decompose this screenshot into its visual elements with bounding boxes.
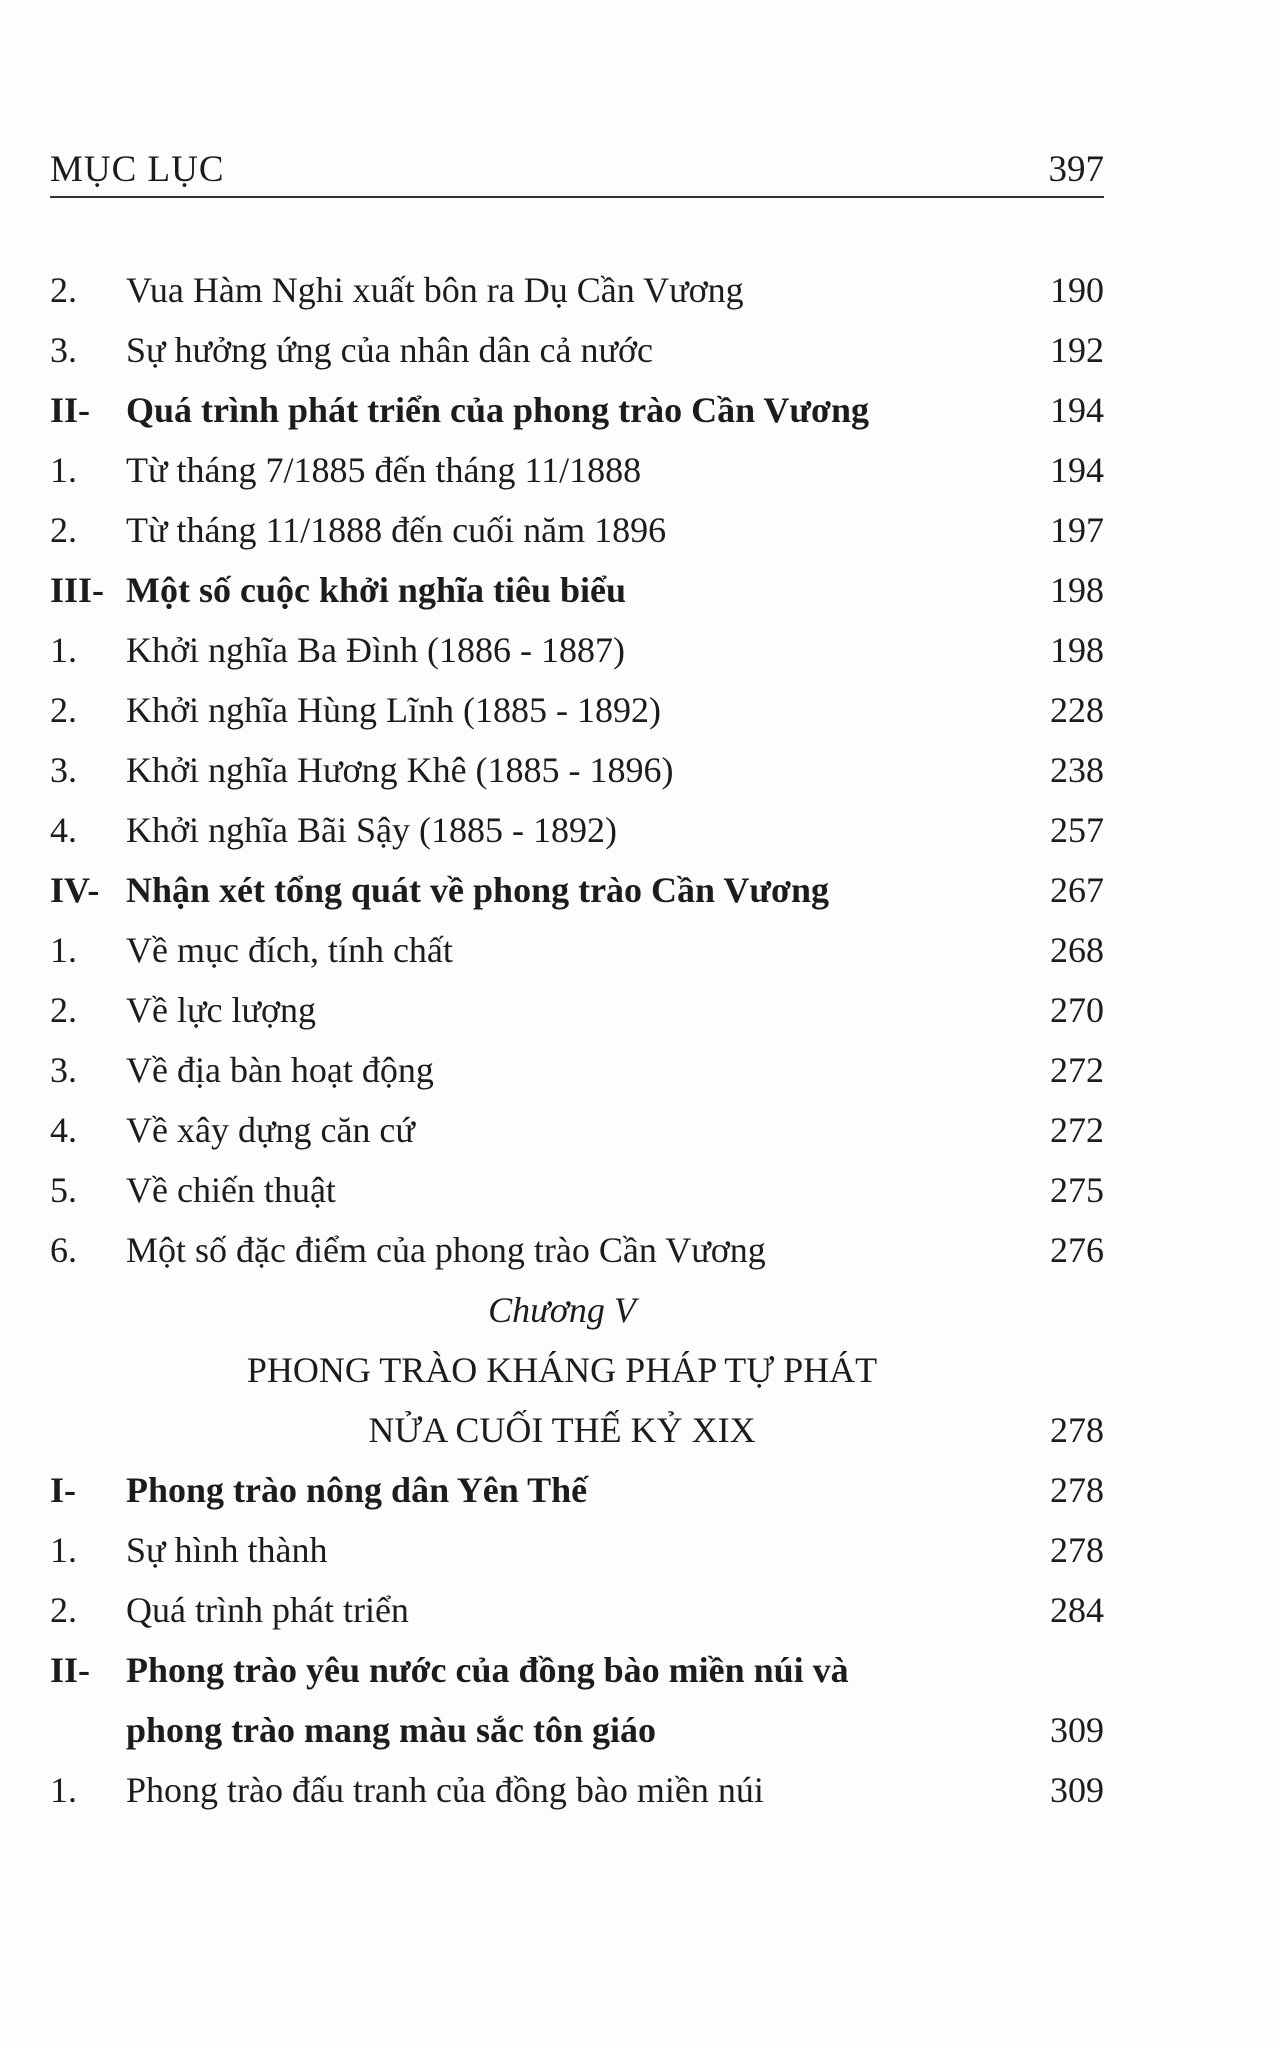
entry-title: Quá trình phát triển của phong trào Cần Vương [126, 390, 869, 430]
entry-number: II- [50, 390, 91, 430]
entry-title: Khởi nghĩa Ba Đình (1886 - 1887) [126, 630, 625, 670]
toc-entry [50, 265, 1104, 325]
entry-title: Nhận xét tổng quát về phong trào Cần Vương [126, 870, 829, 910]
entry-page: 309 [1050, 1770, 1104, 1810]
entry-number: 4. [50, 1110, 77, 1150]
toc-entry [50, 925, 1104, 985]
entry-page: 272 [1050, 1110, 1104, 1150]
toc-entry [50, 985, 1104, 1045]
entry-number: 3. [50, 1050, 77, 1090]
toc-entry [50, 1525, 1104, 1585]
entry-page: 194 [1050, 390, 1104, 430]
entry-page: 275 [1050, 1170, 1104, 1210]
entry-number: 2. [50, 1590, 77, 1630]
entry-page: 238 [1050, 750, 1104, 790]
entry-title: Về chiến thuật [126, 1170, 336, 1210]
entry-title: Khởi nghĩa Hương Khê (1885 - 1896) [126, 750, 674, 790]
entry-number: 1. [50, 450, 77, 490]
entry-title: Sự hình thành [126, 1530, 328, 1570]
entry-title: Từ tháng 7/1885 đến tháng 11/1888 [126, 450, 642, 490]
header-rule [50, 196, 1104, 198]
entry-page: 190 [1050, 270, 1104, 310]
toc-entry [50, 1105, 1104, 1165]
entry-page: 309 [1050, 1710, 1104, 1750]
toc-section-entry [50, 1465, 1104, 1525]
entry-number: 2. [50, 690, 77, 730]
toc-section-entry [50, 1645, 1104, 1705]
entry-number: 3. [50, 330, 77, 370]
entry-title: Về xây dựng căn cứ [126, 1110, 415, 1150]
entry-number: 2. [50, 270, 77, 310]
entry-number: II- [50, 1650, 91, 1690]
entry-title: Phong trào yêu nước của đồng bào miền núi và [126, 1650, 849, 1690]
chapter-title: PHONG TRÀO KHÁNG PHÁP TỰ PHÁT [246, 1350, 878, 1390]
toc-section-entry [50, 865, 1104, 925]
entry-title: Khởi nghĩa Hùng Lĩnh (1885 - 1892) [126, 690, 661, 730]
chapter-label: Chương V [488, 1290, 636, 1330]
toc-entry [50, 1225, 1104, 1285]
entry-page: 267 [1050, 870, 1104, 910]
entry-page: 198 [1050, 570, 1104, 610]
entry-number: 2. [50, 990, 77, 1030]
entry-number: 5. [50, 1170, 77, 1210]
toc-entry [50, 685, 1104, 745]
entry-title: phong trào mang màu sắc tôn giáo [126, 1710, 657, 1750]
entry-title: Sự hưởng ứng của nhân dân cả nước [126, 330, 653, 370]
entry-page: 228 [1050, 690, 1104, 730]
entry-title: Từ tháng 11/1888 đến cuối năm 1896 [126, 510, 667, 550]
toc-entry [50, 805, 1104, 865]
entry-page: 270 [1050, 990, 1104, 1030]
entry-title: Vua Hàm Nghi xuất bôn ra Dụ Cần Vương [126, 270, 744, 310]
toc-entry [50, 1045, 1104, 1105]
entry-title: Một số cuộc khởi nghĩa tiêu biểu [126, 570, 626, 610]
entry-title: Về lực lượng [126, 990, 317, 1030]
entry-page: 198 [1050, 630, 1104, 670]
entry-number: 3. [50, 750, 77, 790]
chapter-title-line [50, 1345, 1104, 1405]
page-header [50, 148, 1104, 200]
entry-title: Phong trào nông dân Yên Thế [126, 1470, 588, 1510]
page-number: 397 [1048, 149, 1104, 190]
toc-entry [50, 325, 1104, 385]
entry-page: 257 [1050, 810, 1104, 850]
running-title: MỤC LỤC [50, 149, 225, 190]
entry-number: 4. [50, 810, 77, 850]
toc-entry [50, 745, 1104, 805]
entry-number: 1. [50, 1530, 77, 1570]
toc-entry [50, 445, 1104, 505]
toc-entry [50, 505, 1104, 565]
entry-page: 278 [1050, 1470, 1104, 1510]
entry-page: 284 [1050, 1590, 1104, 1630]
entry-number: 2. [50, 510, 77, 550]
entry-number: I- [50, 1470, 76, 1510]
entry-number: III- [50, 570, 105, 610]
entry-title: Khởi nghĩa Bãi Sậy (1885 - 1892) [126, 810, 617, 850]
toc-section-entry [50, 385, 1104, 445]
entry-title: Về mục đích, tính chất [126, 930, 453, 970]
entry-page: 278 [1050, 1530, 1104, 1570]
toc-entry [50, 1765, 1104, 1825]
entry-page: 276 [1050, 1230, 1104, 1270]
table-of-contents [50, 265, 1104, 1825]
toc-entry [50, 1585, 1104, 1645]
entry-page: 272 [1050, 1050, 1104, 1090]
chapter-title: NỬA CUỐI THẾ KỶ XIX [368, 1410, 756, 1450]
chapter-page: 278 [1050, 1410, 1104, 1450]
entry-title: Một số đặc điểm của phong trào Cần Vương [126, 1230, 766, 1270]
toc-entry [50, 625, 1104, 685]
entry-number: IV- [50, 870, 100, 910]
chapter-heading [50, 1285, 1104, 1345]
entry-page: 194 [1050, 450, 1104, 490]
entry-page: 192 [1050, 330, 1104, 370]
entry-number: 6. [50, 1230, 77, 1270]
entry-number: 1. [50, 930, 77, 970]
entry-number: 1. [50, 1770, 77, 1810]
entry-number: 1. [50, 630, 77, 670]
entry-title: Phong trào đấu tranh của đồng bào miền núi [126, 1770, 764, 1810]
toc-section-entry [50, 565, 1104, 625]
entry-page: 268 [1050, 930, 1104, 970]
toc-entry [50, 1165, 1104, 1225]
entry-page: 197 [1050, 510, 1104, 550]
entry-title: Quá trình phát triển [126, 1590, 409, 1630]
chapter-title-line [50, 1405, 1104, 1465]
entry-title: Về địa bàn hoạt động [126, 1050, 434, 1090]
toc-section-entry-continued [50, 1705, 1104, 1765]
